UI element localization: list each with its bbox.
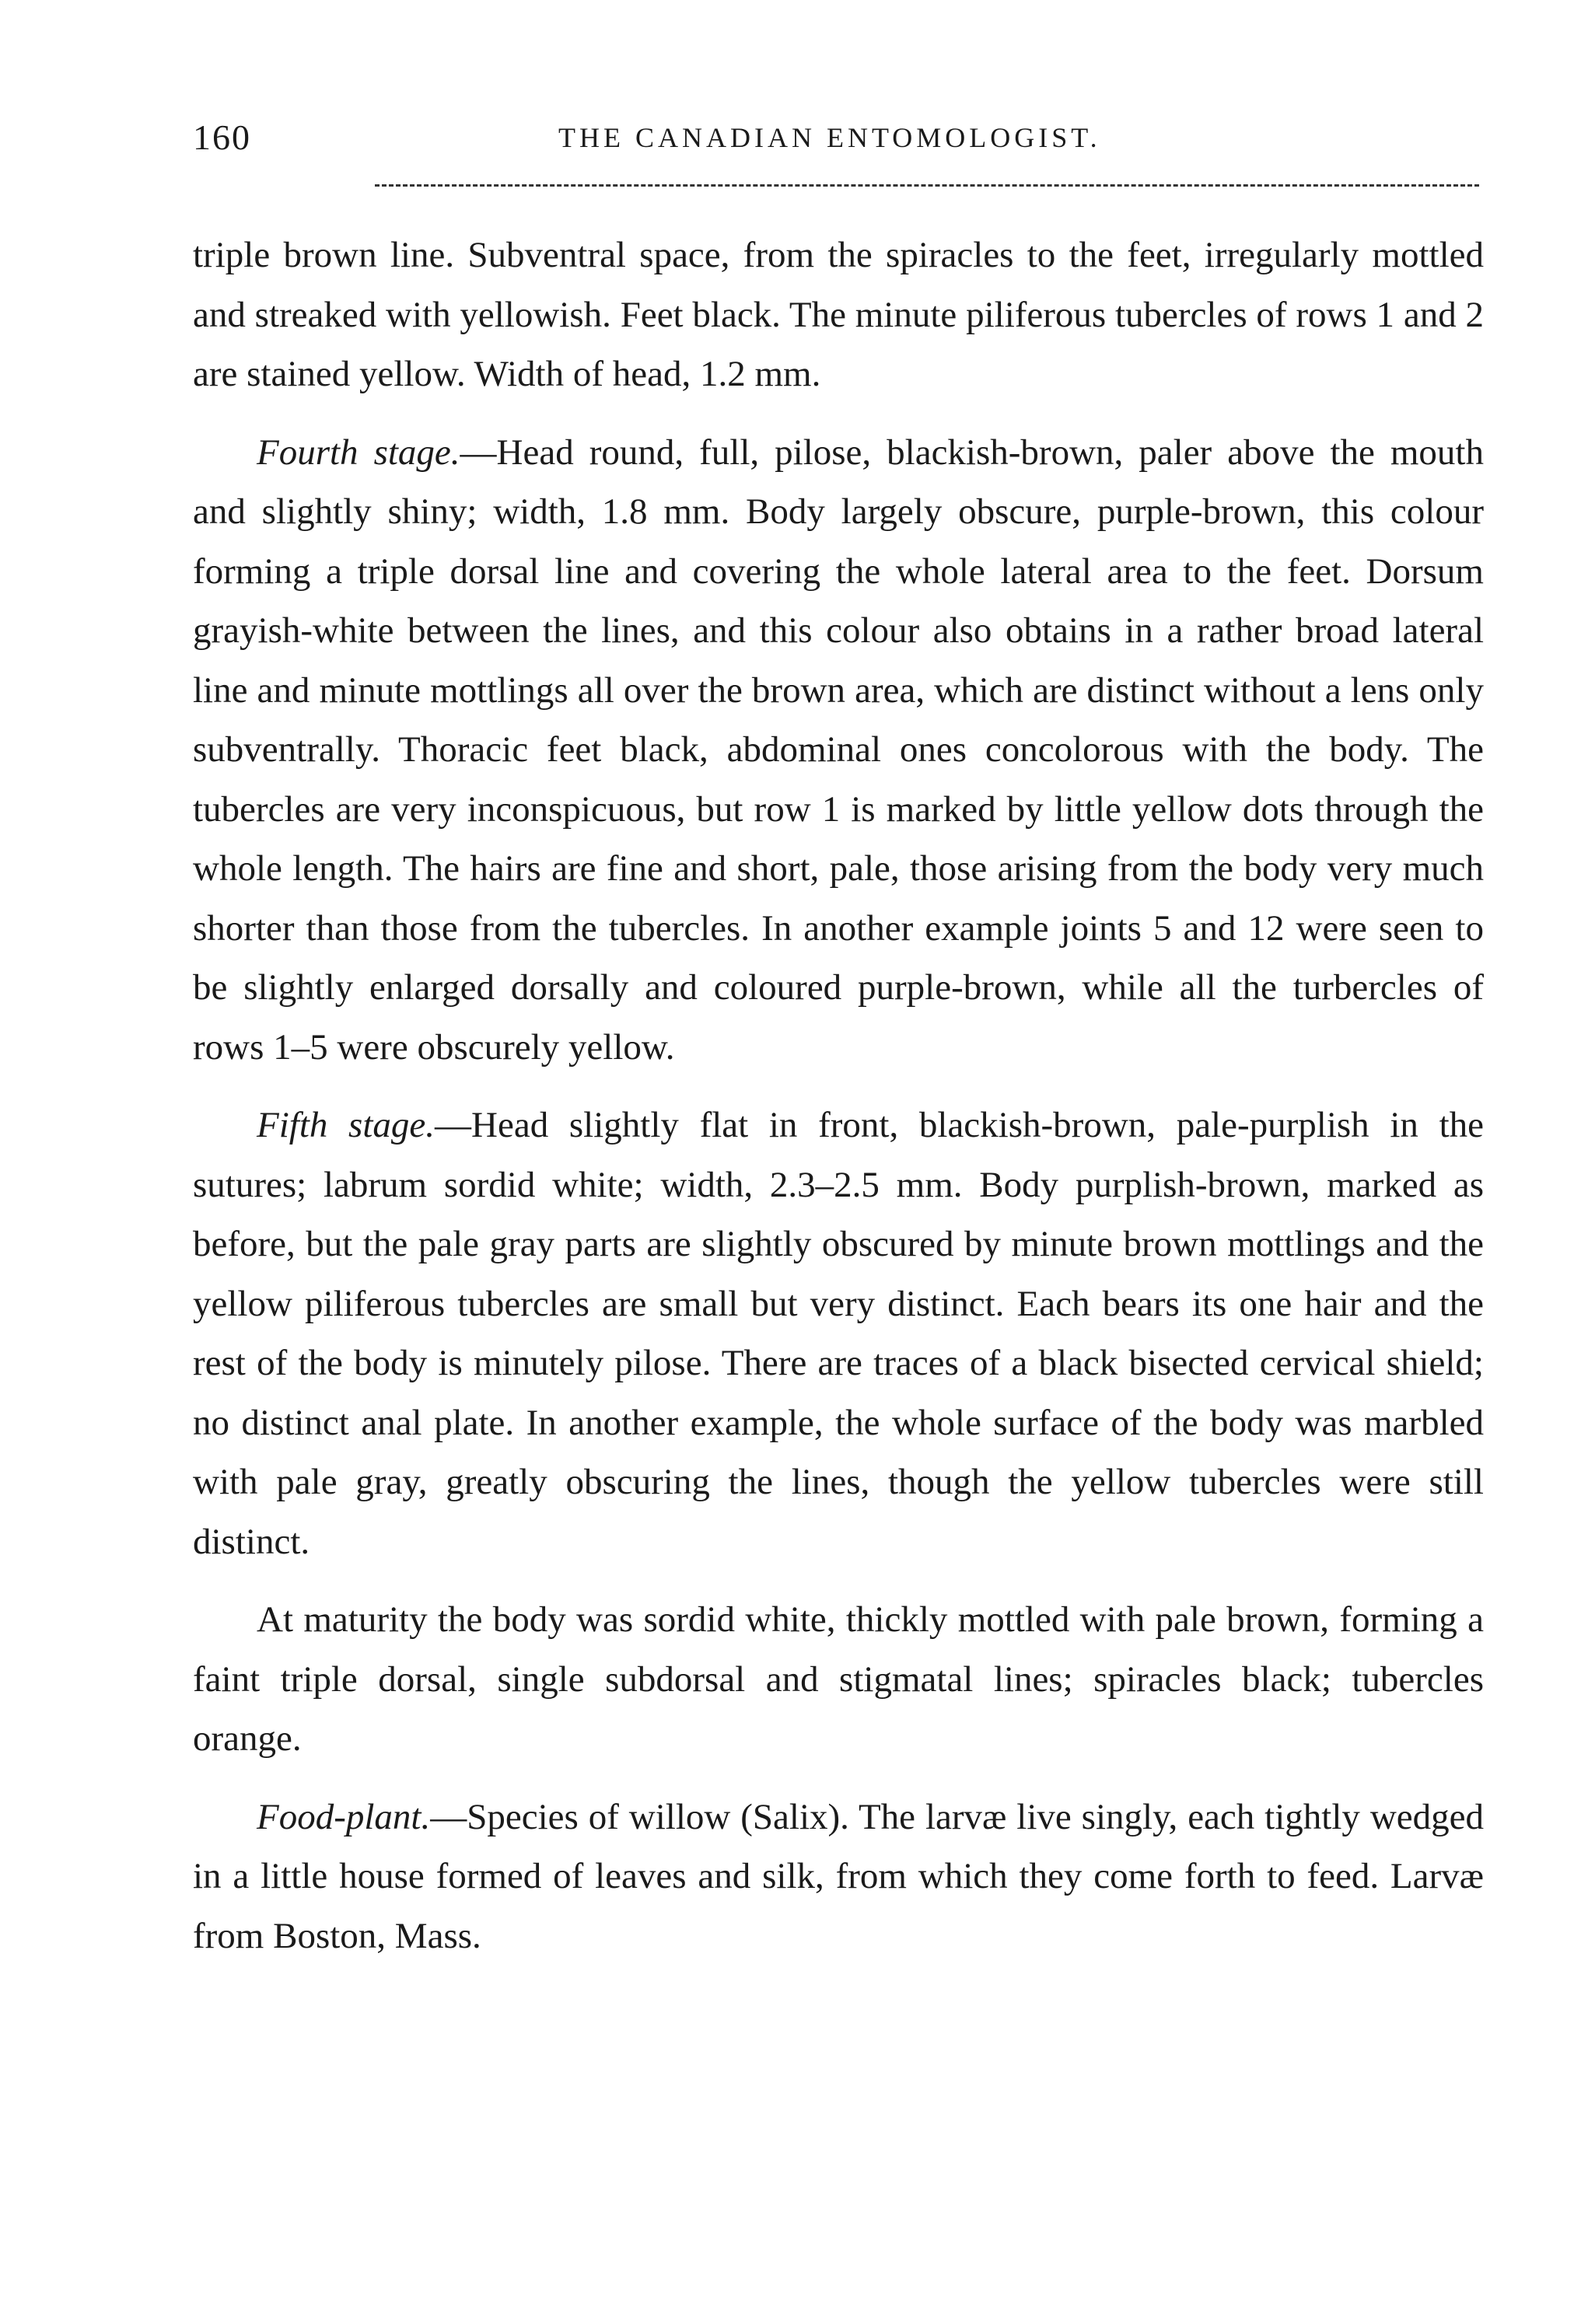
journal-title: THE CANADIAN ENTOMOLOGIST.	[558, 122, 1101, 153]
paragraph-text: triple brown line. Subventral space, from the spiracles to the feet, irregularly mottled and streaked with yellowish. Feet black. The minute piliferous tubercles of rows 1 and 2 are stained yellow. Width of head, 1.2 mm.	[193, 235, 1484, 394]
paragraph-food-plant	[193, 1788, 1484, 1966]
stage-label-fourth: Fourth stage.	[257, 432, 460, 473]
paragraph-text: —Species of willow (Salix). The larvæ live singly, each tightly wedged in a little house formed of leaves and silk, from which they come forth to feed. Larvæ from Boston, Mass.	[193, 1796, 1484, 1956]
running-head	[193, 117, 1492, 171]
paragraph-fifth-stage	[193, 1096, 1484, 1571]
paragraph-fourth-stage	[193, 423, 1484, 1078]
paragraph-text: —Head round, full, pilose, blackish-brown, paler above the mouth and slightly shiny; width, 1.8 mm. Body largely obscure, purple-brown, this colour forming a triple dorsal line and covering the whole lateral area to the feet. Dorsum grayish-white between the lines, and this colour also obtains in a rather broad lateral line and minute mottlings all over the brown area, which are distinct without a lens only subventrally. Thoracic feet black, abdominal ones concolorous with the body. The tubercles are very inconspicuous, but row 1 is marked by little yellow dots through the whole length. The hairs are fine and short, pale, those arising from the body very much shorter than those from the tubercles. In another example joints 5 and 12 were seen to be slightly enlarged dorsally and coloured purple-brown, while all the turbercles of rows 1–5 were obscurely yellow.	[193, 432, 1484, 1068]
paragraph-text: —Head slightly flat in front, blackish-brown, pale-purplish in the sutures; labrum sordid white; width, 2.3–2.5 mm. Body purplish-brown, marked as before, but the pale gray parts are slightly obscured by minute brown mottlings and the yellow piliferous tubercles are small but very distinct. Each bears its one hair and the rest of the body is minutely pilose. There are traces of a black bisected cervical shield; no distinct anal plate. In another example, the whole surface of the body was marbled with pale gray, greatly obscuring the lines, though the yellow tubercles were still distinct.	[193, 1105, 1485, 1562]
page-number: 160	[193, 117, 251, 157]
paragraph-maturity	[193, 1590, 1484, 1769]
paragraph-text: At maturity the body was sordid white, thickly mottled with pale brown, forming a faint triple dorsal, single subdorsal and stigmatal lines; spiracles black; tubercles orange.	[193, 1599, 1484, 1759]
body-text	[193, 225, 1484, 1966]
header-rule	[375, 184, 1479, 187]
food-plant-label: Food-plant.	[257, 1796, 431, 1837]
stage-label-fifth: Fifth stage.	[257, 1105, 435, 1145]
paragraph-continuation	[193, 225, 1484, 404]
